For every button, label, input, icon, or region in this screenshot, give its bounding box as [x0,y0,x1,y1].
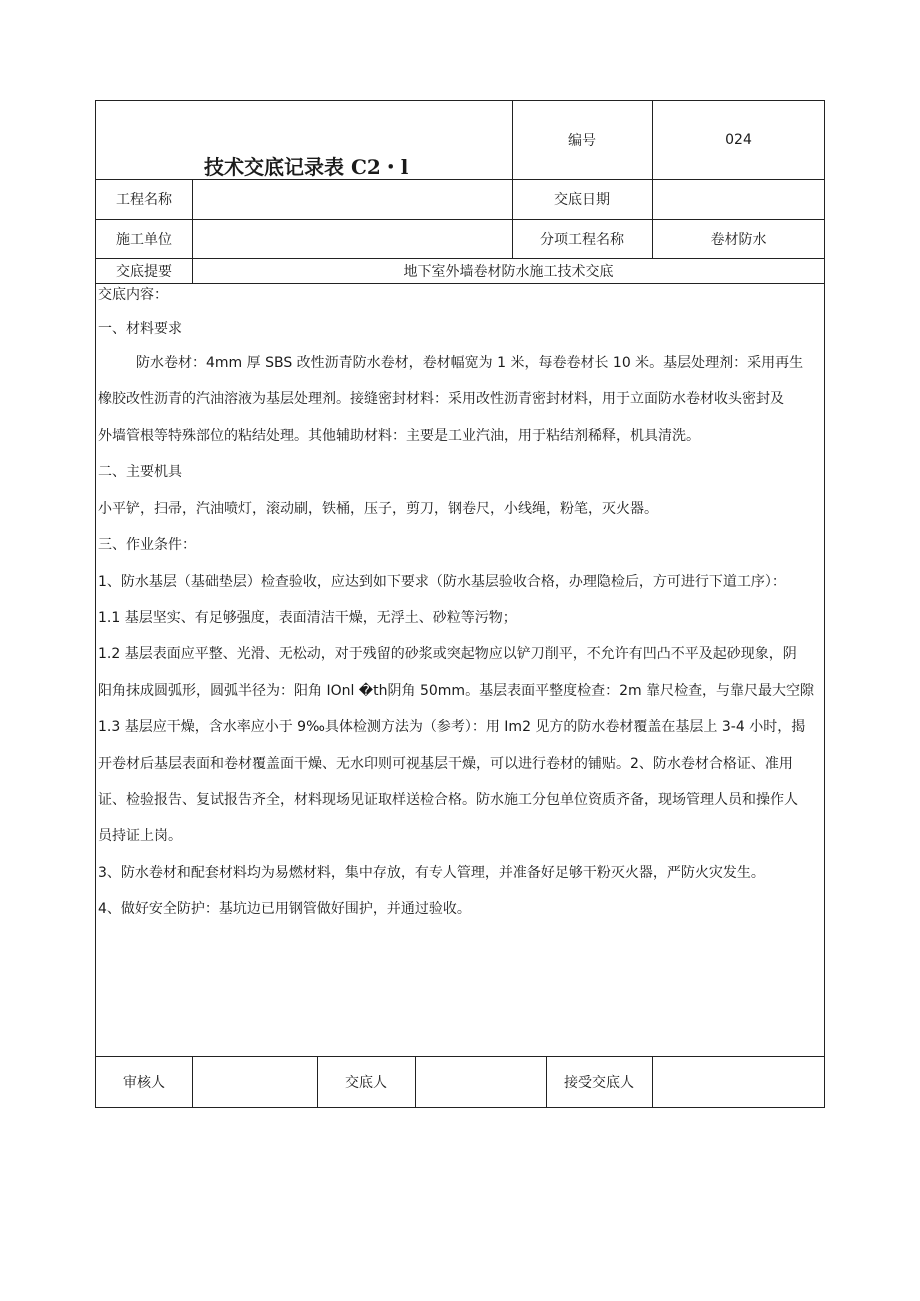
number-value: 024 [725,132,752,148]
content-line: 阳角抹成圆弧形，圆弧半径为：阳角 IOnl �th阴角 50mm。基层表面平整度检查：2m 靠尺检查，与靠尺最大空隙 [98,683,815,699]
content-line: 1.1 基层坚实、有足够强度，表面清洁干燥，无浮土、砂粒等污物； [98,610,517,626]
reviewer-value[interactable] [192,1056,317,1108]
content-line: 橡胶改性沥青的汽油溶液为基层处理剂。接缝密封材料：采用改性沥青密封材料，用于立面防水卷材收头密封及 [98,391,784,407]
unit-value[interactable] [192,219,512,258]
receiver-value[interactable] [652,1056,825,1108]
form-title: 技术交底记录表 C2・l [204,155,409,179]
disclosure-content [96,284,826,1056]
content-line: 开卷材后基层表面和卷材覆盖面干燥、无水印则可视基层干燥，可以进行卷材的铺贴。2、防水卷材合格证、准用 [98,756,793,772]
unit-label: 施工单位 [116,231,172,248]
discloser-label: 交底人 [345,1075,387,1091]
content-line: 3、防水卷材和配套材料均为易燃材料，集中存放，有专人管理，并准备好足够干粉灭火器，严防火灾发生。 [98,865,765,881]
reviewer-label: 审核人 [123,1075,165,1091]
content-line: 二、主要机具 [98,464,182,480]
content-line: 一、材料要求 [98,321,182,337]
date-label: 交底日期 [554,192,610,208]
sub-project-value: 卷材防水 [710,231,767,248]
summary-label: 交底提要 [116,263,172,280]
content-line: 外墙管根等特殊部位的粘结处理。其他辅助材料：主要是工业汽油，用于粘结剂稀释，机具清洗。 [98,428,700,444]
content-line: 1.2 基层表面应平整、光滑、无松动，对于残留的砂浆或突起物应以铲刀削平，不允许有凹凸不平及起砂现象，阴 [98,646,797,662]
content-line: 三、作业条件： [98,537,196,553]
summary-value: 地下室外墙卷材防水施工技术交底 [403,263,614,280]
content-line: 小平铲，扫帚，汽油喷灯，滚动刷，铁桶，压子，剪刀，钢卷尺，小线绳，粉笔，灭火器。 [98,501,658,517]
disclosure-record-table [95,100,825,1108]
content-line: 1、防水基层（基础垫层）检查验收，应达到如下要求（防水基层验收合格，办理隐检后，方可进行下道工序）： [98,574,786,590]
content-line: 1.3 基层应干燥，含水率应小于 9‰具体检测方法为（参考）：用 Im2 见方的防水卷材覆盖在基层上 3-4 小时，揭 [98,719,806,735]
content-line: 证、检验报告、复试报告齐全，材料现场见证取样送检合格。防水施工分包单位资质齐备，现场管理人员和操作人 [98,792,798,808]
content-line: 防水卷材：4mm 厚 SBS 改性沥青防水卷材，卷材幅宽为 1 米，每卷卷材长 10 米。基层处理剂：采用再生 [136,355,804,371]
date-value[interactable] [652,179,825,219]
sub-project-label: 分项工程名称 [540,231,624,248]
content-heading: 交底内容： [98,287,168,303]
receiver-label: 接受交底人 [564,1075,634,1091]
number-label: 编号 [568,133,596,149]
project-name-value[interactable] [192,179,512,219]
content-line: 4、做好安全防护：基坑边已用钢管做好围护，并通过验收。 [98,901,471,917]
project-name-label: 工程名称 [116,192,172,208]
content-line: 员持证上岗。 [98,828,182,844]
discloser-value[interactable] [415,1056,546,1108]
